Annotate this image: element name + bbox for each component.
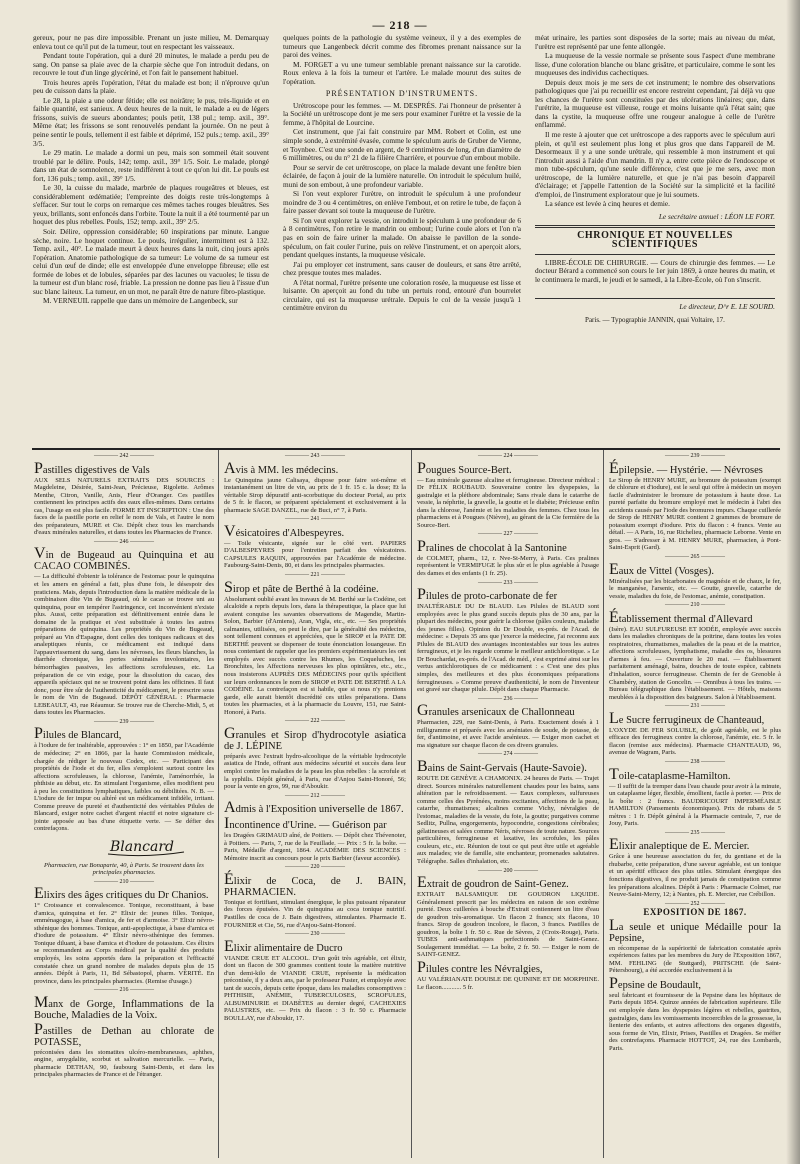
ad-number: ———— 231 ———— — [665, 703, 725, 710]
ad-title: Manx de Gorge, Inflammations de la Bouche, Maladies de la Voix. — [34, 993, 214, 1021]
advertisement — [34, 453, 214, 537]
advertisement — [609, 759, 781, 828]
ad-footer: Pharmacien, rue Bonaparte, 40, à Paris. Se trouvent dans les principales pharmacies. — [44, 861, 204, 877]
drop-letter: P — [417, 958, 426, 976]
ad-body: Le Quinquina jaune Calisaya, dispose pour faire soi-même et instantanément un litre de vin, au prix de 1 fr. 15 c. la dose; Et la véritable Sirop dépuratif anti-scorbutique du docteur Portal, au prix de 5 fr. le flacon, se préparent spécialement et exclusivement à la pharmacie SAGE DANZEL, rue de Buci, n° 7, à Paris. — [224, 476, 406, 514]
advertisement — [34, 987, 214, 1021]
ad-body: préconisées dans les stomatites ulcéro-membraneuses, aphthes, angine, amygdalite, scorbut et salivation mercurielle. — Paris, pharmacie DETHAN, 90, faubourg Saint-Denis, et dans les principales pharmacies de France et de l'étranger. — [34, 1048, 214, 1079]
drop-letter: V — [34, 545, 46, 563]
ad-title: Pougues Source-Bert. — [417, 459, 512, 477]
ad-body: Tonique et fortifiant, stimulant énergique, le plus puissant réparateur des forces épuisées. Vin de quinquina au coca tonique nutritif. Pastilles de coca de J. Bain digestives, stimulantes. Pharmacie E. FOURNIER et Cie, 56, rue d'Anjou-Saint-Honoré. — [224, 898, 406, 929]
ad-number: ———— 265 ———— — [665, 554, 725, 561]
ad-title: Pepsine de Boudault, — [609, 974, 702, 992]
drop-letter: S — [224, 578, 233, 596]
paragraph: Le 30, la cuisse du malade, marbrée de plaques rougeâtres et bleues, est considérablement œdématiée; l'empreinte des doigts reste très-longtemps à s'effacer. Sur tout le corps on remarque ces mêmes taches rouges bleuâtres. Ses yeux, brillants, sont enfoncés dans l'orbite. Toute la nuit il a été tourmenté par un hoquet des plus rebelles. Pouls, 152; temp. axil., 39° 2/5. — [33, 183, 269, 227]
advertisement — [417, 868, 599, 959]
ad-body: 1° Croissance et convalescence. Tonique, reconstituant, à base d'amica, quinquina et fer. 2° Elixir de: jeunes filles. Tonique, emménagogue, à base d'amica, de fer et d'armoise. 3° Elixir névro-sthénique des hommes. Tonique, anti-apoplectique, à base d'arnica et d'iodure de potassium. 4° Elixir névro-sthénique des femmes. Tonique diluant, à base d'amica et d'iodure de potassium. Ces élixirs se recommandent au Corps médical par la qualité des produits employés, les soins apportés dans la préparation et l'efficacité constatée chez un grand nombre de malades depuis plus de 15 années. Dépôt à Paris, 11, Bd Sébastopol, pharm. VÉRITÉ. En province, dans les principales pharmacies. (Remise d'usage.) — [34, 902, 214, 985]
paragraph: Le 29 matin. Le malade a dormi un peu, mais son sommeil était souvent troublé par le délire. Pouls, 142; temp. axil., 39° 1/5. Soir. Le malade, plongé dans un état de somnolence, reste indifférent à tout ce qu'on lui dit. Le pouls est fort, 136 puls.; temp. axil., 39° 1/5. — [33, 148, 269, 183]
advertisement — [224, 718, 406, 790]
drop-letter: E — [224, 937, 234, 955]
drop-letter: G — [224, 724, 236, 742]
ad-title: EXPOSITION DE 1867. — [643, 907, 747, 918]
drop-letter: P — [34, 459, 43, 477]
paragraph: quelques points de la pathologie du système veineux, il y a des exemples de tumeurs que Langenbeck décrit comme des fibromes prenant naissance sur la paroi des veines. — [283, 34, 521, 60]
paragraph: M. VERNEUIL rappelle que dans un mémoire de Langenbeck, sur — [43, 296, 238, 306]
advertisement — [609, 453, 781, 552]
ad-body: préparés avec l'extrait hydro-alcoolique de la véritable hydrocotyle asiatica de l'Inde, offrant aux médecins sécurité et succès dans leur emploi contre les maladies de la peau les plus rebelles : la scrofule et la syphilis. Dépôt général, à Paris, rue d'Anjou Saint-Honoré, 56; pour la vente en gros, 99, rue d'Aboukir. — [224, 752, 406, 791]
advertisement — [609, 974, 781, 1052]
paragraph: Trois heures après l'opération, l'état du malade est bon; il n'éprouve qu'un peu de cuisson dans la plaie. — [33, 77, 269, 96]
article-column-3 — [535, 34, 775, 446]
ad-title: Granules arsenicaux de Challonneau — [417, 702, 575, 720]
ad-title: La seule et unique Médaille pour la Pepsine, — [609, 916, 781, 944]
ad-column-1 — [34, 452, 214, 1158]
ad-title: Granules et Sirop d'hydrocotyle asiatica de J. LÉPINE — [224, 724, 406, 752]
ad-body: — Eau minérale gazeuse alcaline et ferrugineuse. Directeur médical : Dr FÉLIX ROUBAUD. Souveraine contre les dyspepsies, la gastralgie et la pléthore abdominale; Sans rivale dans le catarrhe de vessie, la néphrite, la gravelle, la goutte et le diabète; Précieuse enfin dans la chlorose, l'anémie et les maladies des femmes. Chez tous les pharmaciens et à Pougues (Nièvre), au gérant de la Cie fermière de la Source-Bert. — [417, 476, 599, 529]
page-number: — 218 — — [372, 18, 428, 32]
ad-title: Pilules de proto-carbonate de fer — [417, 586, 558, 604]
ad-number: ———— 230 ———— — [285, 931, 345, 938]
paragraph: J'ai pu employer cet instrument, sans causer de douleurs, et sans être arrêté, chez presque toutes mes malades. — [283, 259, 521, 278]
ad-number: ———— 239 ———— — [665, 453, 725, 459]
ad-title: Pralines de chocolat à la Santonine — [417, 537, 567, 555]
ad-number: ———— 220 ———— — [285, 864, 345, 871]
ad-title: Incontinence d'Urine. — Guérison par — [224, 815, 387, 833]
ad-body: les Dragées GRIMAUD aîné, de Poitiers. — Dépôt chez Thévenoter, à Poitiers. — Paris, 7, rue de la Feuillade. — Prix : 5 fr. la boîte. — Paris, Médaille d'argent, 1864. ACADÉMIE DES SCIENCES : Mémoire inscrit au concours pour le prix Barbier (faveur accordée). — [224, 832, 406, 862]
drop-letter: P — [34, 725, 43, 743]
ad-number: ———— 241 ———— — [285, 516, 345, 523]
drop-letter: A — [224, 799, 236, 817]
advertisement — [417, 453, 599, 529]
column-divider — [218, 450, 219, 1158]
ad-number: ———— 227 ———— — [478, 531, 538, 538]
paragraph: gereux, pour ne pas dire impossible. Prenant un juste milieu, M. Demarquay enleva tout ce qu'il put de la tumeur, tout en respectant les vaisseaux. — [33, 34, 269, 51]
ad-number: ———— 222 ———— — [285, 718, 345, 725]
advertisement — [609, 901, 781, 917]
ad-body: de COLMET, pharm., 12, r. Nve-St-Merry, à Paris. Ces pralines représentent le VERMIFUGE le plus sûr et le plus agréable à l'usage des dames et des enfants (1 fr. 25). — [417, 554, 599, 578]
ad-number: ———— 210 ———— — [94, 878, 154, 885]
ad-title: Toile-cataplasme-Hamilton. — [609, 765, 731, 783]
drop-letter: B — [417, 757, 428, 775]
drop-letter: L — [609, 709, 619, 727]
ad-number: ———— 274 ———— — [478, 751, 538, 758]
ad-number: ———— 221 ———— — [285, 572, 345, 579]
ad-title: Avis à MM. les médecins. — [224, 459, 339, 477]
ad-title: Pastilles de Dethan au chlorate de POTASSE, — [34, 1020, 214, 1048]
advertisement — [224, 516, 406, 570]
ad-body: L'OXYDE DE FER SOLUBLE, de goût agréable, est le plus efficace des ferrugineux contre la chlorose, l'anémie, etc. 5 fr. le flacon (remise aux médecins). Pharmacie CHANTEAUD, 96, avenue de Wagram, Paris. — [609, 726, 781, 757]
ad-body: (Isère). EAU SULFUREUSE ET IODÉE, employée avec succès dans les maladies chroniques de la poitrine, dans toutes les voies respiratoires, rhumatismes, maladies de la peau et de la matrice, affections scrofuleuses, lymphatisme, maladie des os, blessures d'armes à feu. — Ouverture le 20 mai. — Établissement parfaitement aménagé, bains, douches de toute espèce, cabinets d'inhalation, source ferrugineuse. Chemin de fer de Grenoble à Chambéry, station de Goncelin. — Omnibus à tous les trains. — Bureau télégraphique dans l'établissement. — Hôtels, maisons meublées à la disposition des baigneurs. Salon à l'établissement. — [609, 625, 781, 701]
ad-title: Pilules de Blancard, — [34, 725, 122, 743]
ad-title: Pilules contre les Névralgies, — [417, 958, 543, 976]
advertisement — [34, 1020, 214, 1079]
advertisement — [224, 817, 406, 862]
drop-letter: E — [34, 885, 44, 903]
drop-letter: T — [609, 765, 619, 783]
drop-letter: E — [417, 874, 427, 892]
ad-title: Vésicatoires d'Albespeyres. — [224, 522, 345, 540]
ad-title: Le Sucre ferrugineux de Chanteaud, — [609, 709, 765, 727]
advertisement — [224, 864, 406, 929]
ad-column-2 — [224, 452, 406, 1158]
drop-letter: P — [417, 537, 426, 555]
paragraph: Depuis deux mois je me sers de cet instrument; le nombre des observations pathologiques que j'ai pu recueillir est encore restreint cependant, j'ai déjà vu que les chances de l'urètre sont constituées par des ulcérations linéaires; que, dans l'urétrite, la muqueuse est villeuse, rouge et moins luisante qu'à l'état sain; que dans la cystite, la muqueuse offre une rougeur analogue à celle de l'urètre enflammé. — [535, 77, 775, 130]
advertisement — [609, 703, 781, 757]
advertisement — [609, 830, 781, 899]
advertisement — [417, 580, 599, 694]
ad-body: EXTRAIT BALSAMIQUE DE GOUDRON LIQUIDE. Généralement prescrit par les médecins en raison de son extrême pureté. Deux cuillerées à bouche d'Extrait contiennent un litre d'eau de goudron très-aromatique. Un flacon 2 francs; six flacons, 10 francs. Sirop de goudron incolore, le flacon, 3 francs. Pastilles de goudron, la boîte 1 fr. 50 c. Rue de Sèvres, 2 (Croix-Rouge), Paris. TUBES anti-asthmatiques perfectionnés de Saint-Genez. Soulagement immédiat. — La boîte, 2 fr. 50. — Exiger le nom de SAINT-GENEZ. — [417, 891, 599, 959]
advertisement — [609, 554, 781, 600]
drop-letter: A — [224, 459, 236, 477]
advertisement — [224, 453, 406, 514]
director-signature: Le directeur, D^r E. LE SOURD. — [679, 302, 775, 312]
ad-body: AU VALÉRIANATE DOUBLE DE QUININE ET DE MORPHINE. Le flacon............ 5 fr. — [417, 975, 599, 991]
advertisement — [417, 958, 599, 991]
ad-number: ———— 212 ———— — [285, 792, 345, 799]
advertisement — [417, 531, 599, 577]
paragraph: M. FORGET a vu une tumeur semblable prenant naissance sur la carotide. Roux enleva à la fois la tumeur et l'artère. Le malade mourut des suites de l'opération. — [283, 59, 521, 86]
ad-number: ———— 238 ———— — [665, 758, 725, 765]
paragraph: Si l'on veut explorer la vessie, on introduit le spéculum à une profondeur de 6 à 8 centimètres, l'on retire le mandrin ou embout; l'urine coule alors et l'on n'a pas en soin de faire uriner la malade. On abaisse le pavillon de la sonde-spéculum, on fait couler l'urine, puis on relève l'instrument, et on aperçoit alors, pendant quelques instants, la muqueuse vésicale. — [283, 215, 521, 260]
ad-title: Elixir alimentaire de Ducro — [224, 937, 343, 955]
drop-letter: M — [34, 993, 49, 1011]
article-column-2 — [283, 34, 521, 446]
ad-body: Absolument oublié avant les travaux de M. Berthé sur la Codéine, cet alcaloïde a repris depuis lors, dans la thérapeutique, la place que lui avaient conquise les savantes observations de Magendie, Martin-Solon, Barbier (d'Amiens), Aran, Vigla, etc., etc. — Ses propriétés calmantes, utilisées, on peut le dire, par la généralité des médecins, sont tellement connues et appréciées, que le SIROP et la PATE DE BERTHÉ peuvent se dispenser de toute énonciation louangeuse. En nous contentant de rappeler que les premiers expérimentateurs les ont employés avec succès contre les Rhumes, les Coqueluches, les Bronchites, les Affections nerveuses les plus opiniâtres, etc., etc., nous insisterons AUPRÈS DES MÉDECINS pour qu'ils spécifient sur leurs ordonnances le nom de SIROP et PATE DE BERTHÉ A LA CODÉINE. La contrefaçon est si habile, que si nous n'y prenions garde, elle aurait bientôt discrédité ces utiles préparations. Dans toutes les pharmacies, et à la pharmacie du Louvre, 151, rue Saint-Honoré, à Paris. — [224, 595, 406, 716]
ad-number: ———— 233 ———— — [478, 579, 538, 586]
drop-letter: G — [417, 702, 429, 720]
ad-number: ———— 224 ———— — [478, 453, 538, 459]
ad-title: Sirop et pâte de Berthé à la codéine. — [224, 578, 379, 596]
advertisement — [609, 916, 781, 975]
paragraph: Pour se servir de cet urétroscope, on place la malade devant une fenêtre bien éclairée, de façon à jouir de la lumière naturelle. On introduit le spéculum huilé, muni de son embout, à une profondeur variable. — [283, 162, 521, 189]
divider — [535, 298, 775, 299]
ad-title: Admis à l'Exposition universelle de 1867. — [224, 799, 404, 817]
paragraph: Si l'on veut explorer l'urètre, on introduit le spéculum à une profondeur moindre de 3 ou 4 centimètres, on enlève l'embout, et on retire le tube, de façon à faire passer devant soi toute la muqueuse de l'urètre. — [283, 189, 521, 216]
ad-title: Bains de Saint-Gervais (Haute-Savoie). — [417, 757, 587, 775]
column-divider — [603, 450, 604, 1158]
ad-column-4 — [609, 452, 781, 1158]
advertisement — [224, 931, 406, 1022]
ad-title: Eaux de Vittel (Vosges). — [609, 560, 714, 578]
article-column-1 — [33, 34, 269, 446]
drop-letter: É — [224, 870, 234, 888]
drop-letter: E — [609, 560, 619, 578]
drop-letter: P — [417, 586, 426, 604]
advertisement — [417, 696, 599, 750]
ad-body: VIANDE CRUE ET ALCOOL. D'un goût très agréable, cet élixir, dont un flacon de 300 grammes contient toute la matière nutritive d'un demi-kilo de VIANDE CRUE, représente la médication préconisée, il y a deux ans, par le professeur Fuster, et employée avec tant de succès, depuis cette époque, dans les maladies consomptives : PHTHISIE, ANÉMIE, TUBERCULOSES, SCROFULES, ALBUMINURIE et DIABÈTES au dernier degré, CACHEXIES PALUSTRES, etc. — Prix du flacon : 3 fr. 50 c. Pharmacie BOULLAY, rue d'Aboukir, 17. — [224, 954, 406, 1022]
ad-number: ———— 242 ———— — [94, 453, 154, 459]
drop-letter: P — [34, 1020, 43, 1038]
ad-body: ROUTE DE GENÈVE A CHAMONIX. 24 heures de Paris. — Trajet direct. Sources minérales naturellement chaudes pour les bains, sans altération par le refroidissement. — Eaux complexes, sulfureuses comme celles des Pyrénées, moins excitantes, affections de la peau, catarrhe, rhumatismes; alcalines comme Vichy, névralgies de l'estomac, maladies de la vessie, du foie, la goutte; purgatives comme Sedlitz, Pullna, engorgements, hypocondrie, congestions cérébrales; gélatineuses et salées comme Néris, névroses de toute nature. Sources particulières, ferrugineuse et laxative, les scrofules, les pâles couleurs, etc., etc. Réunion de tout ce qui peut être utile et agréable aux malades; vie de famille, site enchanteur, promenades salutaires. Télégraphe. Salles d'inhalation, etc. — [417, 774, 599, 865]
ad-body: en récompense de la supériorité de fabrication constatée après expériences faites par les membres du Jury de l'Exposition 1867, MM. FEHLING (de Stuttgard), PRITSCHE (de Saint-Pétersbourg), a été accordée exclusivement à la — [609, 944, 781, 975]
paragraph: Soir. Délire, oppression considérable; 60 inspirations par minute. Langue sèche, noire. Le hoquet continue. Le pouls, irrégulier, intermittent est à 132. Temp. axil., 40°. Le malade meurt à deux heures dans la nuit, cinq jours après l'opération. Anatomie pathologique de sa tumeur: Le volume de sa tumeur est celui d'un œuf de dinde; elle est enveloppée d'une enveloppe fibreuse; elle est formée de lobes et de lobules, séparées par des lacunes ou vacuoles; le tissu de la tumeur est d'un blanc rosé, friable. La pression ne donne pas lieu à l'issue d'un suc blanc laiteux. La tumeur, en un mot, ne paraît être de nature fibro-plastique. — [33, 227, 269, 296]
ad-number: ———— 246 ———— — [94, 538, 154, 545]
advertisement — [609, 602, 781, 701]
paragraph: Pendant toute l'opération, qui a duré 20 minutes, le malade a perdu peu de sang. On panse sa plaie avec de la charpie sèche que l'on introduit dedans, on recouvre le tout d'un linge glycériné, et l'on fait le pansement habituel. — [33, 51, 269, 78]
chronique-text: LIBRE-ÉCOLE DE CHIRURGIE. — Cours de chirurgie des femmes. — Le docteur Bérard a commencé son cours le 1er juin 1869, à onze heures du matin, et le continuera le mardi, le jeudi et le samedi, à la Libre-École, où l'on s'inscrit. — [535, 257, 775, 284]
ad-title: Extrait de goudron de Saint-Genez. — [417, 874, 569, 892]
drop-letter: I — [224, 815, 230, 833]
paragraph: Le 28, la plaie a une odeur fétide; elle est noirâtre; le pus, très-liquide et en faible quantité, est sanieux. A deux heures de la nuit, le malade a eu de légers frissons, suivis de sueurs abondantes; pouls petit, 138 pul.; temp. axil., 39°. Même état; les frissons se sont renouvelés pendant la journée. On ne peut à peine sentir le pouls, tellement il est faible et déprimé, 152 puls.; temp. axil., 39° 3/5. — [33, 95, 269, 148]
drop-letter: É — [609, 608, 619, 626]
paragraph: Cet instrument, que j'ai fait construire par MM. Robert et Colin, est une simple sonde, à extrémité évasée, comme le spéculum auris de Gruber de Vienne, et Toynbee. C'est une sonde en argent, de 9 centimètres de long, d'un diamètre de 6 millimètres, ou du n° 21 de la filière Charrière, et pourvue d'un embout mobile. — [283, 127, 521, 163]
paragraph: Il me reste à ajouter que cet urétroscope a des rapports avec le spéculum auri plein, et qu'il est seulement plus long et plus gros que dans l'appareil de M. Desormeaux il y a une sonde urétrale, qui ressemble à mon instrument et qui l'introduit aussi à l'aide d'un mandrin. Il n'y a, entre cette pièce de l'endoscope et mon tube-spéculum, qu'une seule différence, c'est que je me sers, avec mon urétroscope, de la lumière naturelle, et que je n'ai pas besoin d'appareil d'éclairage; et j'appelle l'attention de la Société sur la simplicité et la facilité d'emploi, de l'instrument exploratour que je lui soumets. — [535, 130, 775, 199]
ad-body: — Toile vésicante, signée sur le côté vert. PAPIERS D'ALBESPEYRES pour l'entretien parfait des vésicatoires. CAPSULES RAQUIN, approuvées par l'Académie de médecine. Faubourg-Saint-Denis, 80, et dans les principales pharmacies. — [224, 539, 406, 570]
ad-body: Pharmacien, 229, rue Saint-Denis, à Paris. Exactement dosés à 1 milligramme et préparés avec les arséniates de soude, de potasse, de fer, d'antimoine, et avec l'acide arsénieux. — Exiger mon cachet et ma signature sur chaque flacon de ces divers granules. — [417, 719, 599, 749]
ad-body: — La difficulté d'obtenir la tolérance de l'estomac pour le quinquina et les amers en général a fait, plus d'une fois, le désespoir des praticiens. Mais, depuis l'introduction dans la matière médicale de la combinaison dite Vin de Bugeaud, où le cacao se trouve uni au quinquina, pour en tempérer l'astringence, cet inconvénient n'existe plus. Aussi, cette préparation est définitivement entrée dans le domaine de la pratique et s'est substituée à toutes les autres préparations de quinquina. Les propriétés du Vin de Bugeaud, préparé au Vin d'Espagne, dont celles des toniques radicaux et des analeptiques réunis, ce médicament est indiqué dans l'appauvrissement du sang, dans les névroses, les fleurs blanches, la diarrhée chronique, les pertes séminales involontaires, les hémorrhagies passives, les affections scrofuleuses, etc. La préparation de ce vin exige, pour la dissolution du cacao, des appareils spéciaux qui ne se trouvent point dans les officines. Il faut donc, pour être sûr de l'authenticité du médicament, le prescrire sous le nom de Vin de Bugeaud. DÉPÔT GÉNÉRAL : Pharmacie LEBEAULT, 43, rue Réaumur. Se trouve rue de Cherche-Midi, 5, et dans toutes les Pharmacies. — [34, 573, 214, 717]
drop-letter: P — [417, 459, 426, 477]
section-title: PRÉSENTATION D'INSTRUMENTS. — [325, 89, 479, 99]
paragraph: Urétroscope pour les femmes. — M. DESPRÉS. J'ai l'honneur de présenter à la Société un urétroscope dont je me sers pour examiner l'urètre et la vessie de la femme, à l'hôpital de Lourcine. — [283, 100, 521, 127]
ad-number: ———— 243 ———— — [285, 453, 345, 459]
ad-body: Grâce à une heureuse association du fer, du gentiane et de la rhubarbe, cette préparation, d'une saveur agréable, est un tonique et un apéritif efficace des plus utiles. Stimulant énergique des fonctions digestives, il ne produit jamais de constipation comme les préparations alcalines. Dépôt à Paris : Pharmacie Colmet, rue Neuve-Saint-Merry, 12; à Nantes, ph. E. Mercier, rue Crébillon. — [609, 853, 781, 899]
svg-text:Blancard: Blancard — [110, 838, 174, 855]
ad-title: Épilepsie. — Hystérie. — Névroses — [609, 459, 763, 477]
ad-body: AUX SELS NATURELS EXTRAITS DES SOURCES : Magdeleine, Désirée, Saint-Jean, Précieuse, Rigolette. Arômes Menthe, Citron, Vanille, Anis, Fleur d'Oranger. Ces pastilles contiennent les principes actifs des eaux elles-mêmes. Dans certains cas, l'usage en est plus facile. FORME ET INSCRIPTION : Une des faces de la pastille porte en relief le nom de Vals, et l'autre le nom des préparateurs, MURE et Cie. Dépôt chez tous les marchands d'eaux minérales naturelles, et dans toutes les Pharmacies de France. — [34, 476, 214, 537]
ad-column-3 — [417, 452, 599, 1158]
ad-title: Vin de Bugeaud au Quinquina et au CACAO COMBINÉS. — [34, 545, 214, 573]
drop-letter: V — [224, 522, 236, 540]
ad-number: ———— 252 ———— — [665, 900, 725, 907]
column-divider — [411, 450, 412, 1158]
ad-number: ———— 239 ———— — [94, 718, 154, 725]
drop-letter: E — [609, 836, 619, 854]
secretary-signature: Le secrétaire annuel : LÉON LE FORT. — [658, 211, 775, 221]
ad-body: INALTÉRABLE DU Dr BLAUD. Les Pilules de BLAUD sont employées avec le plus grand succès depuis plus de 30 ans, par la plupart des médecins, pour guérir la chlorose (pâles couleurs, maladie des jeunes filles). Opinion du Dr Double, ex-prés. de l'Acad. de médecine: « Depuis 35 ans que j'exerce la médecine, j'ai reconnu aux Pilules de BLAUD des avantages incontestables sur tous les autres ferrugineux, et je les regarde comme le meilleur antichlorotique. » Le Dr Bouchardat, ex-prés. de l'Acad. de méd., s'est exprimé ainsi sur les vertus antichlorotiques de ce médicament : « C'est une des plus simples, des meilleures et des plus économiques préparations ferrugineuses. » Comme preuve d'authenticité, le nom de l'inventeur est gravé sur chaque pilule. Dépôt dans chaque Pharmacie. — [417, 603, 599, 694]
ad-title: Elixir analeptique de E. Mercier. — [609, 836, 750, 854]
divider — [535, 225, 775, 228]
advertisement — [34, 719, 214, 877]
advertisement — [34, 539, 214, 717]
advertisement — [417, 751, 599, 865]
page-fold-shadow — [786, 0, 800, 1164]
drop-letter: L — [609, 916, 619, 934]
printer-line: Paris. — Typographie JANNIN, quai Voltaire, 17. — [585, 315, 725, 324]
paragraph: méat urinaire, les parties sont disposées de la sorte; mais au niveau du méat, l'urètre est représenté par une fente allongée. — [535, 34, 775, 51]
divider — [535, 254, 775, 255]
paragraph: A l'état normal, l'urètre présente une coloration rosée, la muqueuse est lisse et luisante. On aperçoit au fond du tube un pertuis rond, entouré d'un bourrelet circulaire, qui est la muqueuse urétrale. Depuis le col de la vessie jusqu'à 1 centimètre environ du — [283, 277, 521, 313]
ad-body: Minéralisées par les bicarbonates de magnésie et de chaux, le fer, le manganèse, l'arsenic, etc. — Goutte, gravelle, catarrhe de vessie, maladies du foie, de l'estomac, anémie, constipation. — [609, 577, 781, 600]
advertisement — [224, 793, 406, 816]
ad-body: — Il suffit de la tremper dans l'eau chaude pour avoir à la minute, un cataplasme léger, flexible, émollient, facile à porter. — Prix de la boîte : 2 francs. BAUDRICOURT IMPERMÉABLE HAMILTON (Pansements économiques). Prix de rubans de 5 mètres : 1 fr. Dépôt général à la Pharmacie centrale, 7, rue de Jouy, Paris. — [609, 782, 781, 828]
paragraph: La séance est levée à cinq heures et demie. — [545, 199, 670, 209]
drop-letter: P — [609, 974, 618, 992]
ad-body: à l'iodure de fer inaltérable, approuvées : 1° en 1850, par l'Académie de médecine; 2° en 1866, par la haute Commission médicale, chargée de rédiger le nouveau Codex, etc. — Participant des propriétés de l'iode et du fer, elles s'emploient surtout contre les affections scrofuleuses, la chlorose, l'anémie, l'aménorrhée, la phthisie au début, etc. En stimulant l'organisme, elles modifient peu à peu les constitutions lymphatiques, faibles ou débilitées. N. B. — L'iodure de fer impur ou altéré est un médicament infidèle, irritant. Comme preuve de pureté et d'authenticité des véritables Pilules de Blancard, exiger notre cachet d'argent réactif et notre signature ci-jointe apposée au bas d'une étiquette verte. — Se défier des contrefaçons. — [34, 742, 214, 833]
ad-number: ———— 200 ———— — [478, 867, 538, 874]
ad-number: ———— 235 ———— — [665, 829, 725, 836]
ad-body: Le Sirop de HENRY MURE, au bromure de potassium (exempt de chlorure et d'iodure), est le seul qui offre à médecin un moyen facile d'administrer le bromure de potassium à haute dose. La pureté parfaite du bromure employé met le médecin à l'abri des accidents causés par l'iode des bromures impurs. Chaque cuillerée de Sirop de HENRY MURE contient 2 grammes de bromure de potassium exempt d'iodure. Prix du flacon : 4 francs. Vente au détail. — A Paris, 16, rue Richelieu, pharmacie Leborne. Vente en gros. — S'adresser à M. HENRY MURE, pharmacien, à Pont-Saint-Esprit (Gard). — [609, 476, 781, 552]
drop-letter: É — [609, 459, 619, 477]
paragraph: La muqueuse de la vessie normale se présente sous l'aspect d'une membrane lisse, d'une coloration blanche ou blanc grisâtre, et particulaire, comme le sont les muqueuses des individus cachectiques. — [535, 51, 775, 78]
ad-number: ———— 210 ———— — [665, 602, 725, 609]
ad-title: Établissement thermal d'Allevard — [609, 608, 753, 626]
advertisement — [34, 879, 214, 986]
ad-number: ———— 236 ———— — [478, 695, 538, 702]
ad-title: Elixirs des âges critiques du Dr Chanios. — [34, 885, 209, 903]
advertisement — [224, 572, 406, 716]
ad-title: Pastilles digestives de Vals — [34, 459, 150, 477]
chronique-title: CHRONIQUE ET NOUVELLES SCIENTIFIQUES — [577, 230, 733, 251]
ad-title: Élixir de Coca, de J. BAIN, PHARMACIEN. — [224, 870, 406, 898]
ad-number: ———— 216 ———— — [94, 987, 154, 994]
ad-body: seul fabricant et fournisseur de la Pepsine dans les hôpitaux de Paris depuis 1854. Quinze années de fabrication supérieure. Elle est employée dans les dyspepsies légères et rebelles, gastrites, gastralgies, dans les vomissements incoercibles de la grossesse, la lienterie des enfants, et autres affections des organes digestifs, sous forme de Vin, Elixir, Prises, Pastilles et Dragées. Se méfier des contrefaçons. Pharmacie HOTTOT, 24, rue des Lombards, Paris. — [609, 991, 781, 1052]
handwritten-signature — [106, 835, 186, 857]
